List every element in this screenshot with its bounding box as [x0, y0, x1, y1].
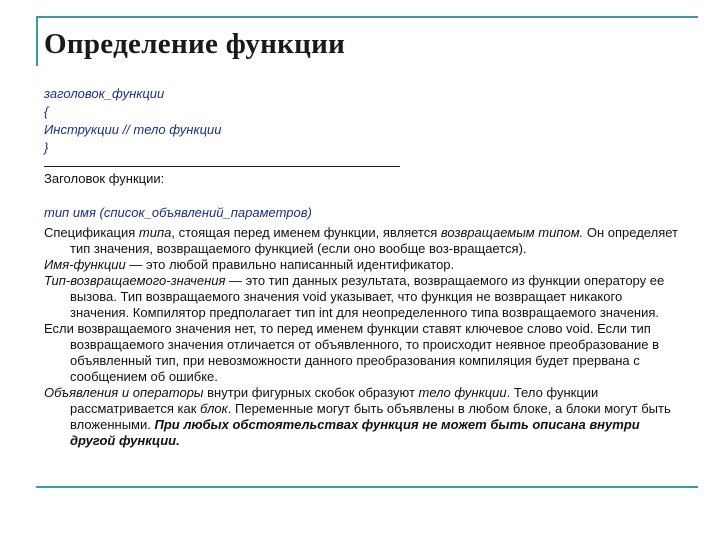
text-run: . Переменные могут быть объявлены в любом блоке, а блоки могут быть вложенными. — [70, 401, 671, 432]
text-run-italic: тело функции — [418, 385, 507, 400]
text-run-italic: Имя-функции — [44, 257, 126, 272]
text-run-bold-italic: При любых обстоятельствах функция не может быть описана внутри другой функции. — [70, 417, 640, 448]
text-run: — это тип данных результата, возвращаемого из функции оператору ее вызова. Тип возвращаемого значения void указывает, что функция не возвращает никакого значения. Компилятор предполагает тип int для неопределенного типа возвращаемого значения. — [70, 273, 665, 320]
text-run-italic: типа — [138, 225, 172, 240]
paragraph-return-type — [44, 225, 684, 257]
code-line: } — [44, 140, 49, 155]
text-run: Он определяет тип значения, возвращаемого функцией (если оно вообще воз-вращается). — [70, 225, 678, 256]
text-run-italic: Тип-возвращаемого-значения — [44, 273, 226, 288]
text-run: Спецификация — [44, 225, 139, 240]
code-line: заголовок_функции — [44, 86, 165, 101]
frame-bottom-rule — [36, 486, 698, 488]
text-run-italic: Объявления и операторы — [44, 385, 204, 400]
text-run: — это любой правильно написанный идентификатор. — [125, 257, 455, 272]
paragraph-no-return-value: Если возвращаемого значения нет, то перед именем функции ставят ключевое слово void. Если тип возвращаемого значения отличается от объявленного, то происходит неявное преобразование в объявленный тип, при невозможности данного преобразования компиляция будет прервана с сообщением об ошибке. — [44, 321, 659, 384]
text-run: внутри фигурных скобок образуют — [203, 385, 419, 400]
subheading: Заголовок функции: — [44, 171, 165, 186]
text-run-italic: блок — [200, 401, 228, 416]
paragraph-function-name — [44, 257, 684, 273]
code-line: { — [44, 104, 49, 119]
text-run: , стоящая перед именем функции, является — [171, 225, 441, 240]
code-block — [44, 86, 684, 158]
text-run: . Тело функции рассматривается как — [70, 385, 599, 416]
frame-left-rule — [36, 16, 38, 66]
code-line: Инструкции // тело функции — [44, 122, 222, 137]
prototype-line: тип имя (список_объявлений_параметров) — [44, 205, 312, 220]
text-run-italic: возвращаемым типом. — [440, 225, 584, 240]
paragraph-function-body — [44, 385, 684, 449]
paragraph-return-value-type — [44, 273, 684, 321]
slide-title: Определение функции — [44, 28, 346, 60]
frame-top-rule — [36, 16, 698, 18]
slide-content — [44, 86, 684, 449]
divider — [44, 166, 400, 167]
